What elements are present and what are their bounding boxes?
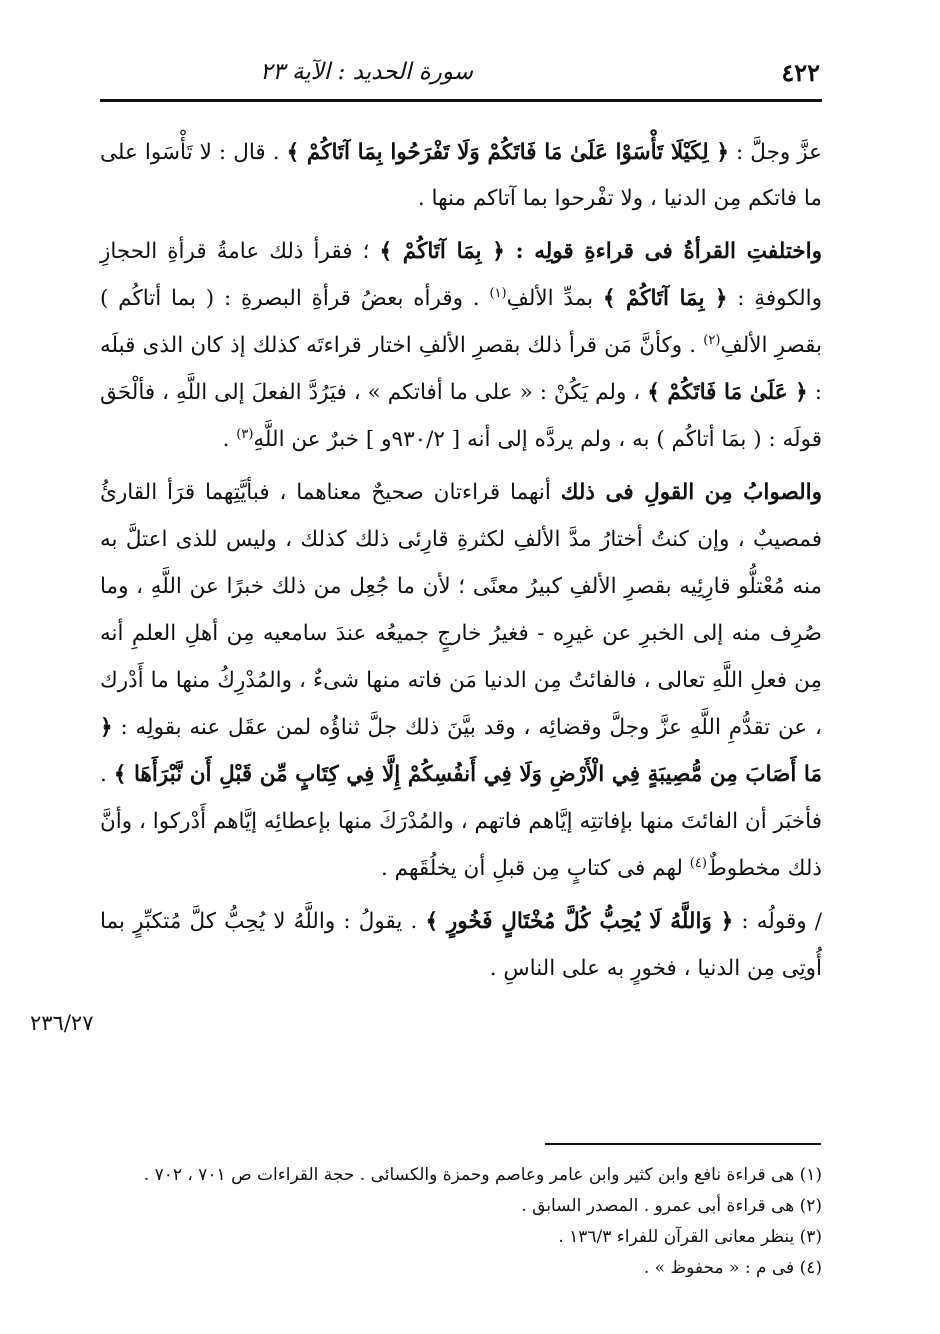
text-span: . يقولُ : واللَّهُ لا يُحِبُّ كلَّ مُتكبِّرٍ بما أُوتِى مِن الدنيا ، فخورٍ به على الناسِ . <box>100 909 822 981</box>
text-span: . وكأنَّ مَن قرأ ذلك بقصرِ الألفِ اختار قراءتَه كذلك إذ كان الذى قبلَه : <box>100 333 822 405</box>
text-span: عزَّ وجلَّ : <box>728 140 822 165</box>
text-span: لهم فى كتابٍ مِن قبلِ أن يخلُقَهم . <box>380 856 690 881</box>
running-title: سورة الحديد : الآية ٢٣ <box>260 59 474 85</box>
footnote-marker-3[interactable]: (٣) <box>236 426 254 442</box>
paragraph-lead: واختلفتِ القرأةُ فى قراءةِ قولِه : <box>504 239 822 264</box>
text-span: . وقرأه بعضُ قرأةِ البصرةِ : ( بما أتاكُم ) بقصرِ الألفِ <box>100 286 822 358</box>
quran-verse: ﴿ لِكَيْلَا تَأْسَوْا عَلَىٰ مَا فَاتَكُمْ وَلَا تَفْرَحُوا بِمَا آتَاكُمْ ﴾ <box>286 140 729 165</box>
footnote-4: (٤) فى م : « محفوظ » . <box>643 1258 822 1278</box>
text-span: أنهما قراءتان صحيحٌ معناهما ، فبأيَّتِهما قرَأ القارئُ فمصيبٌ ، وإن كنتُ أختارُ مدَّ الألفِ لكثرةِ قارِئى ذلك كذلك ، وليس للذى اعتلَّ به منه مُعْتلُّو قارِئِيه بقصرِ الألفِ كبيرُ معنًى ؛ لأن ما جُعِل من ذلك خبرًا عن اللَّهِ ، وما صُرِف منه إلى الخبرِ عن غيرِه - فغيرُ خارجٍ جميعُه عندَ سامعيه مِن أهلِ العلمِ أنه مِن فعلِ اللَّهِ تعالى ، فالفائتُ مِن الدنيا مَن فاته منها شىءٌ ، والمُدْرِكُ منها ما أَدْرك ، عن تقدُّمِ اللَّهِ عزَّ وجلَّ وقضائِه ، وقد بيَّنَ ذلك جلَّ ثناؤُه لمن عقَل عنه بقولِه : <box>100 480 822 740</box>
paragraph-2 <box>100 228 822 463</box>
text-span: . قال : لا تَأْسَوا على ما فاتكم مِن الدنيا ، ولا تفْرحوا بما آتاكم منها . <box>100 140 822 211</box>
paragraph-1 <box>100 130 822 222</box>
footnote-2: (٢) هى قراءة أبى عمرو . المصدر السابق . <box>521 1196 822 1216</box>
quran-verse: ﴿ عَلَىٰ مَا فَاتَكُمْ ﴾ <box>647 380 808 405</box>
text-span: . <box>222 427 237 452</box>
header-rule <box>100 99 822 102</box>
footnote-1: (١) هى قراءة نافع وابن كثير وابن عامر وعاصم وحمزة والكسائى . حجة القراءات ص ٧٠١ ، ٧٠٢ . <box>143 1165 822 1185</box>
text-span: بمدِّ الألفِ <box>506 286 603 311</box>
page-header <box>100 52 820 92</box>
text-span: ، ولم يَكُنْ : « على ما أفاتكم » ، فيَرُدَّ الفعلَ إلى اللَّهِ ، فألْحَق قولَه : ( بمَا أتاكُم ) به ، ولم يردَّه إلى أنه [ ٩٣٠/٢و ] خبرٌ عن اللَّهِ <box>100 380 822 452</box>
quran-verse: ﴿ مَا أَصَابَ مِن مُّصِيبَةٍ فِي الْأَرْضِ وَلَا فِي أَنفُسِكُمْ إِلَّا فِي كِتَابٍ مِّن قَبْلِ أَن نَّبْرَأَهَا ﴾ <box>100 715 822 787</box>
text-span: / وقولُه : <box>733 909 822 934</box>
margin-reference: ٢٣٦/٢٧ <box>30 1011 94 1035</box>
paragraph-lead: والصوابُ مِن القولِ فى ذلك <box>560 480 822 505</box>
footnote-3: (٣) ينظر معانى القرآن للفراء ١٣٦/٣ . <box>558 1227 822 1247</box>
text-span: ؛ فقرأ ذلك عامةُ قرأةِ الحجازِ والكوفةِ : <box>100 239 822 311</box>
quran-verse: ﴿ وَاللَّهُ لَا يُحِبُّ كُلَّ مُخْتَالٍ فَخُورٍ ﴾ <box>425 909 734 934</box>
footnote-marker-2[interactable]: (٢) <box>703 332 721 348</box>
footnotes <box>100 1160 822 1284</box>
quran-verse: ﴿ بِمَا آتَاكُمْ ﴾ <box>602 286 728 311</box>
main-text <box>100 130 822 998</box>
footnote-marker-1[interactable]: (١) <box>489 285 507 301</box>
quran-verse: ﴿ بِمَا آتَاكُمْ ﴾ <box>379 239 505 264</box>
paragraph-4 <box>100 898 822 992</box>
page-number: ٤٢٢ <box>781 57 820 87</box>
footnote-separator <box>545 1143 821 1145</box>
text-span: . فأخبَر أن الفائتَ منها بإفاتتِه إيَّاهم فاتهم ، والمُدْرَكَ منها بإعطائِه إيَّاهم أَدْركوا ، وأنَّ ذلك مخطوطٌ <box>100 762 822 881</box>
footnote-marker-4[interactable]: (٤) <box>689 855 707 871</box>
paragraph-3 <box>100 469 822 892</box>
